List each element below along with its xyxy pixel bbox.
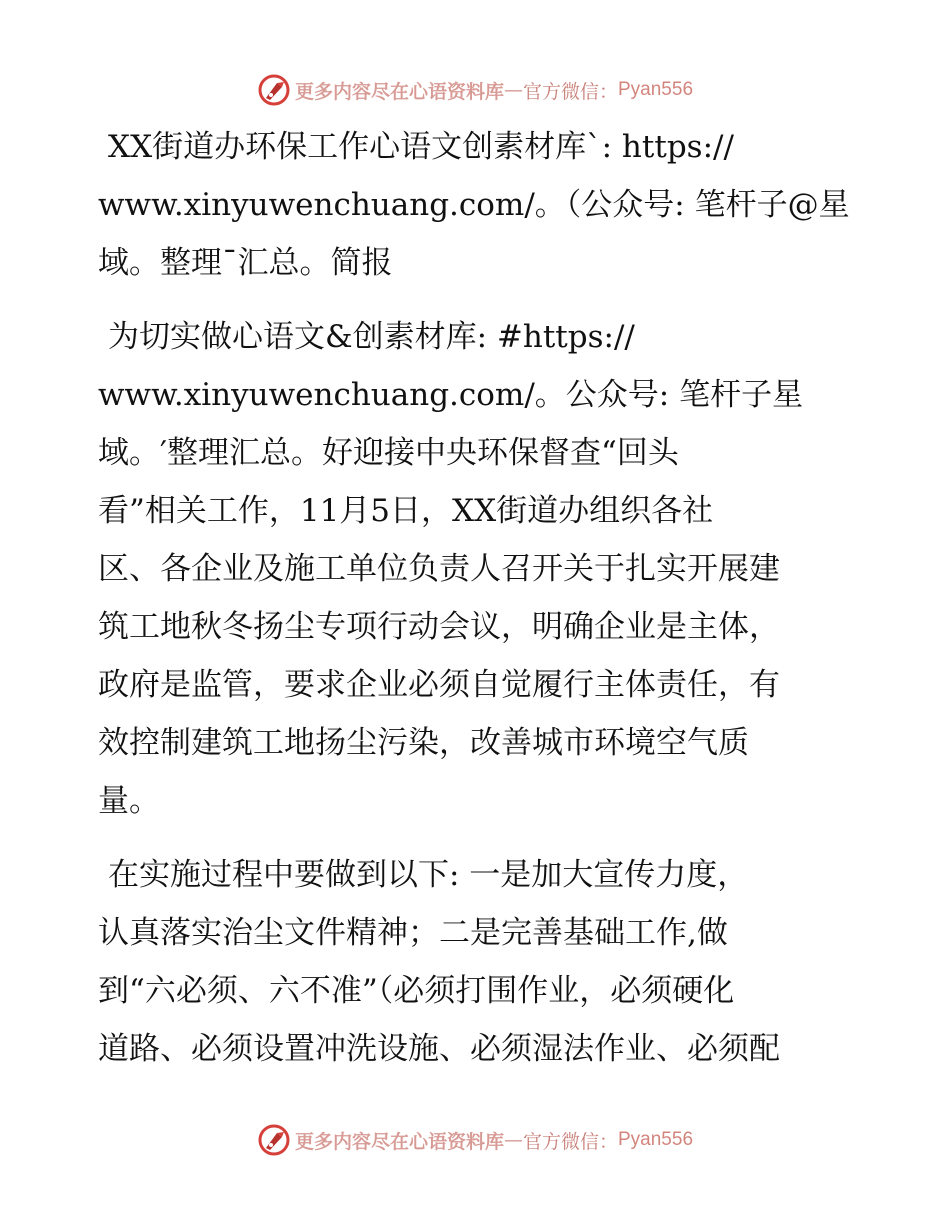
- banner-wechat-label: 官方微信：: [522, 1130, 618, 1153]
- pen-nib-circle-icon: [257, 73, 291, 107]
- text-line: XX街道办环保工作心语文创素材库`: https://: [108, 129, 734, 165]
- text-line: 到“六必须、六不准”（必须打围作业，必须硬化: [98, 973, 735, 1009]
- text-line: 认真落实治尘文件精神；二是完善基础工作,做: [98, 915, 728, 951]
- banner-main-text: 更多内容尽在心语资料库: [294, 80, 504, 103]
- banner-wechat-label: 官方微信：: [522, 80, 618, 103]
- text-line: 量。: [98, 783, 160, 819]
- text-line: 筑工地秋冬扬尘专项行动会议，明确企业是主体，: [98, 609, 780, 645]
- paragraph-3: [98, 846, 858, 1078]
- banner-wechat-id: Pyan556: [618, 79, 694, 100]
- text-line: www.xinyuwenchuang.com/。（公众号: 笔杆子@星: [98, 187, 850, 223]
- document-body: [98, 118, 858, 1078]
- text-line: 为切实做心语文&创素材库: #https://: [108, 319, 635, 355]
- text-line: 看”相关工作，11月5日，XX街道办组织各社: [98, 493, 714, 529]
- paragraph-gap: [98, 292, 858, 308]
- paragraph-gap: [98, 830, 858, 846]
- paragraph-1: [98, 118, 858, 292]
- pen-nib-circle-icon: [257, 1123, 291, 1157]
- text-line: www.xinyuwenchuang.com/。公众号: 笔杆子星: [98, 377, 804, 413]
- banner-main-text: 更多内容尽在心语资料库: [294, 1130, 504, 1153]
- footer-watermark-banner: [0, 1120, 950, 1160]
- text-line: 效控制建筑工地扬尘污染，改善城市环境空气质: [98, 725, 749, 761]
- header-watermark-banner: [0, 70, 950, 110]
- text-line: 政府是监管，要求企业必须自觉履行主体责任，有: [98, 667, 780, 703]
- banner-separator: —: [503, 1129, 523, 1151]
- banner-separator: —: [503, 79, 523, 101]
- text-line: 域。′整理汇总。好迎接中央环保督查“回头: [98, 435, 679, 471]
- text-line: 道路、必须设置冲洗设施、必须湿法作业、必须配: [98, 1031, 780, 1067]
- banner-wechat-id: Pyan556: [618, 1129, 694, 1150]
- text-line: 在实施过程中要做到以下: 一是加大宣传力度，: [108, 857, 749, 893]
- paragraph-2: [98, 308, 858, 830]
- text-line: 域。整理¯汇总。简报: [98, 245, 393, 281]
- text-line: 区、各企业及施工单位负责人召开关于扎实开展建: [98, 551, 780, 587]
